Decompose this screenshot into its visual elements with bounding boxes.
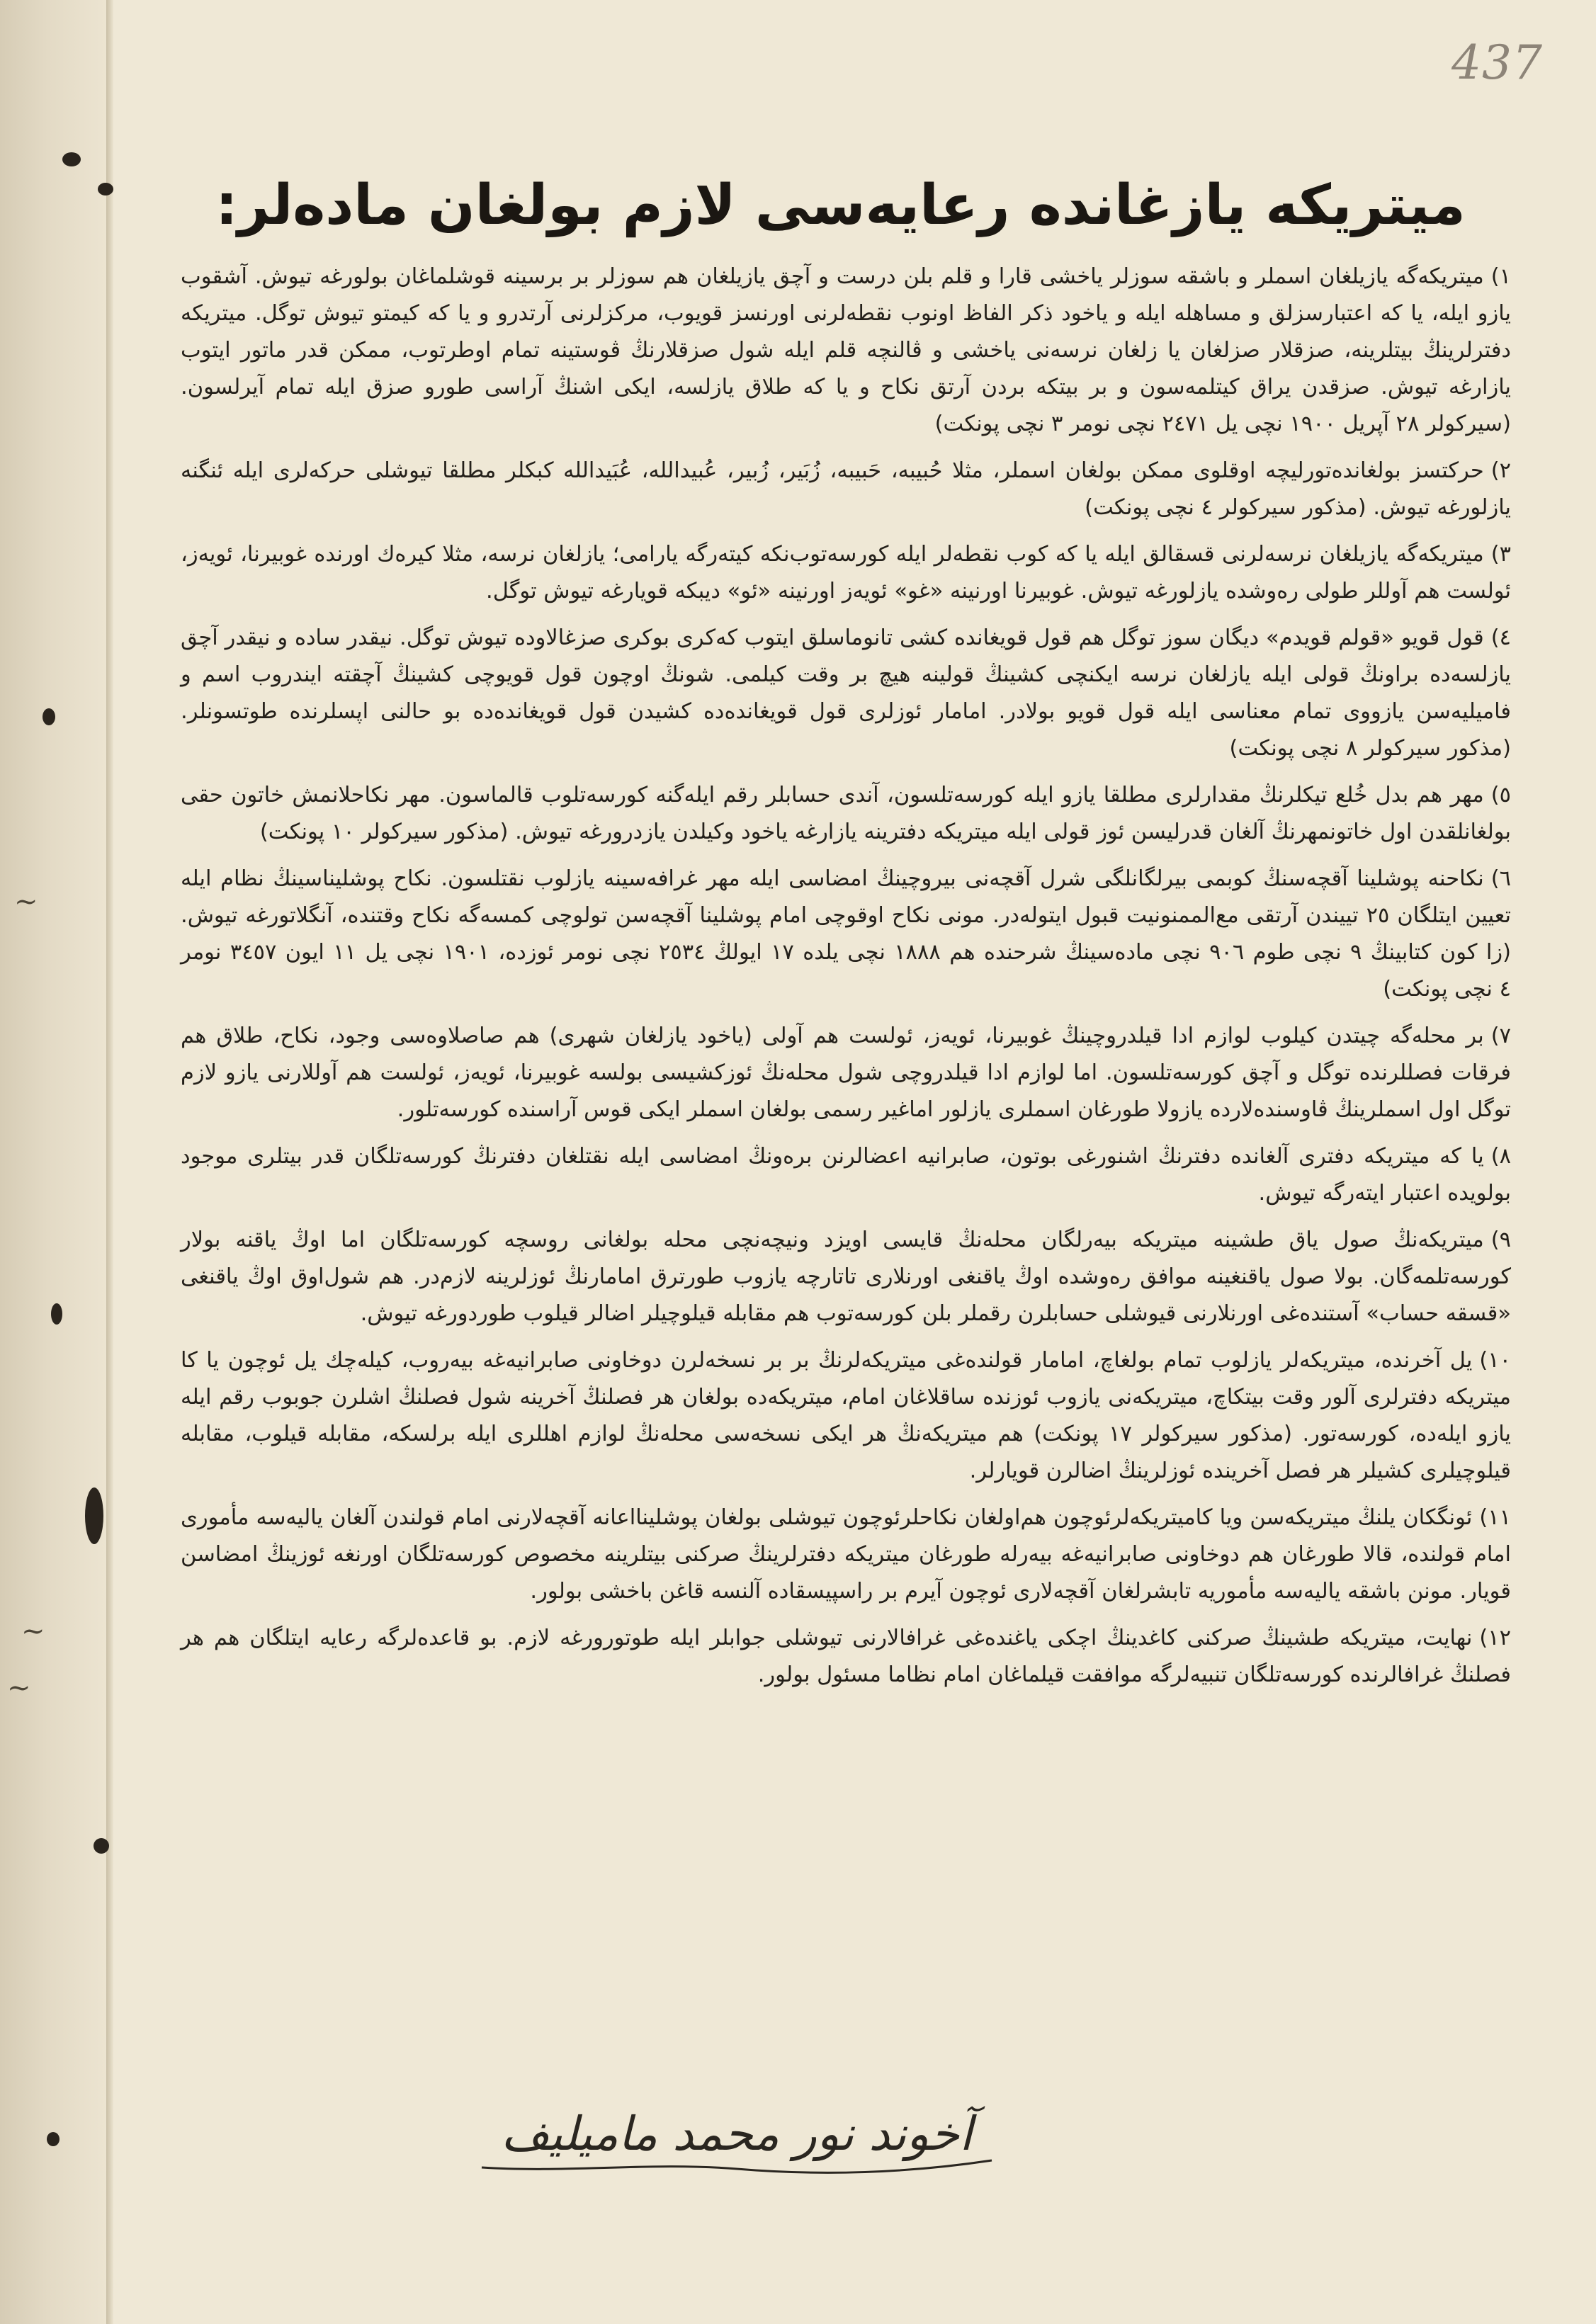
paragraph-citation: (مذکور سیرکولر ٨ نچی پونکت) — [1229, 736, 1511, 761]
paragraph-6 — [181, 861, 1511, 1008]
paragraph-citation: (سیرکولر ٢٨ آپریل ١٩٠٠ نچی یل ٢٤٧١ نچی نومر ٣ نچی پونکت) — [934, 412, 1511, 436]
paragraph-number: ٣) — [1490, 542, 1511, 567]
paragraph-citation: (مذکور سیرکولر ٤ نچی پونکت) — [1085, 495, 1366, 520]
binding-hole — [85, 1487, 103, 1544]
paragraph-2 — [181, 453, 1511, 526]
paragraph-number: ٦) — [1490, 866, 1511, 891]
paragraph-number: ١) — [1490, 264, 1511, 289]
binding-hole — [47, 2132, 60, 2146]
paragraph-11 — [181, 1500, 1511, 1610]
paragraph-text: ئونگکان یلنڭ میتریکه‌سن ویا کامیتریکه‌لرئوچون هم‌اولغان نکاحلرئوچون تیوشلی بولغان پوشلینااعانه آقچه‌لارنی امام قولندن آلغان یالیه‌سه مأموری امام قولنده، قالا طورغان هم دوخاونی صابرانیه‌غه بیه‌رله طورغان میتریکه دفترلرینڭ صرکنی بیتلرینه مخصوص کورسه‌تلگان اورنغه ئوزینڭ امضاسن قویار. مونن باشقه یالیه‌سه مأموریه تابشرلغان آقچه‌لاری ئوچون آیرم بر راسپیسقاده آلنسه قاغن باخشی بولور. — [181, 1505, 1511, 1604]
paragraph-text: میتریکه‌نڭ صول یاق طشینه میتریکه بیه‌رلگان محله‌نڭ قایسی اویزد ونیچه‌نچی محله بولغانی روسچه کورسه‌تلگان اما اوڭ یاقنه بولار کورسه‌تلمه‌گان. بولا صول یاقنغینه موافق رەوشده اوڭ یاقنغی اورنلاری تاتارچه یازوب طورترق امامارنڭ ئوزلرینه لازم‌در. هم شول‌اوق اوڭ یاقنغی «قسقه حساب» آستنده‌غی اورنلارنی قیوشلی حسابلرن رقملر بلن کورسه‌توب هم مقابله قیلوچیلر اضالر قیلوب طوردورغه تیوش. — [181, 1228, 1511, 1326]
paragraph-5 — [181, 777, 1511, 851]
paragraph-text: حرکتسز بولغانده‌تورلیچه اوقلوی ممکن بولغان اسملر، مثلا حُبیبه، حَبیبه، زُبَیر، زُبیر، عُبیدالله، عُبَیدالله کبکلر مطلقا تیوشلی حرکه‌لری ایله ئنگنه یازلورغه تیوش. — [181, 458, 1511, 520]
paragraph-text: نکاحنه پوشلینا آقچه‌سنڭ کوبمی بیرلگانلگی شرل آقچه‌نی بیروچینڭ امضاسی ایله مهر غرافه‌سینه یازلوب نقتلسون. نکاح پوشلیناسینڭ نظام ایله تعیین ایتلگان ٢٥ تییندن آرتقی مع‌الممنونیت قبول ایتوله‌در. مونی نکاح اوقوچی امام پوشلینا آقچه‌سن تولوچی کمسه‌گه نکاح وقتنده، آنگلاتورغه تیوش. (زا کون کتابینڭ ٩ نچی طوم ٩٠٦ نچی ماده‌سینڭ شرحنده هم ١٨٨٨ نچی یلده ١٧ ایولڭ ٢٥٣٤ نچی نومر ئوزده، ١٩٠١ نچی یل ١١ ایون ٣٤٥٧ نومر — [181, 866, 1511, 965]
paragraph-number: ٨) — [1490, 1144, 1511, 1169]
paragraph-citation: (مذکور سیرکولر ١٠ پونکت) — [259, 820, 509, 844]
paragraph-text: یل آخرنده، میتریکه‌لر یازلوب تمام بولغاچ، امامار قولنده‌غی میتریکه‌لرنڭ بر بر نسخه‌لرن دوخاونی صابرانیه‌غه بیه‌روب، کیله‌چك یل ئوچون یا کا میتریکه دفترلری آلور وقت بیتکاچ، میتریکه‌نی یازوب ئوزنده ساقلاغان امام، میتریکه‌ده بولغان هر فصلنڭ آخرینه شول فصلنڭ اشلرن جوبوب رقم ایله یازو ایله‌ده، کورسه‌تور. (مذکور سیرکولر ١٧ پونکت) هم میتریکه‌نڭ هر ایکی نسخه‌سی محله‌نڭ لوازم اهللری ایله برلسکه، مقابله قیلوب، مقابله قیلوچیلری کشیلر هر فصل آخرینده ئوزلرینڭ اضالرن قویارلر. — [181, 1348, 1511, 1483]
margin-pencil-mark: ~ — [21, 1615, 45, 1648]
margin-pencil-mark: ~ — [14, 885, 38, 918]
paragraph-text: یا که میتریکه دفتری آلغانده دفترنڭ اشنورغی بوتون، صابرانیه اعضالرنن برەونڭ امضاسی ایله نقتلغان دفترنڭ کورسه‌تلگان قدر بیتلری موجود بولویده اعتبار ایته‌رگه تیوش. — [181, 1144, 1511, 1206]
paragraph-number: ٩) — [1490, 1228, 1511, 1252]
paragraph-4 — [181, 620, 1511, 767]
paragraph-citation: ٤ نچی پونکت) — [1383, 977, 1511, 1002]
paragraph-text: قول قویو «قولم قویدم» دیگان سوز توگل هم قول قویغانده کشی تانوماسلق ایتوب که‌کری بوکری صزغالاوده تیوش توگل. نیقدر ساده و نیقدر آچق یازلسه‌ده براونڭ قولی ایله یازلغان نرسه ایکنچی کشینڭ قولینه هیچ بر وقت کیلمی. شونڭ اوچون قول قویوچی کشینڭ آچقته ایندروب اسم و فامیلیه‌سن یازووی تمام معناسی ایله قول قویو بولادر. امامار ئوزلری قول قویغانده‌ده کشیدن قول قویغانده‌ده بو حالنی اپسلرنده طوتسونلر. — [181, 625, 1511, 724]
document-title: میتریکه یازغانده رعایه‌سی لازم بولغان ماده‌لر: — [215, 174, 1466, 237]
paragraph-text: مهر هم بدل خُلع تیکلرنڭ مقدارلری مطلقا یازو ایله کورسه‌تلسون، آندی حسابلر رقم ایله‌گنه کورسه‌تلوب قالماسون. مهر نکاحلانمش خاتون حقی بولغانلقدن اول خاتونمهرنڭ آلغان قدرلیسن ئوز قولی ایله میتریکه دفترینه یازارغه یاخود وکیلدن یازدرورغه تیوش. — [181, 783, 1511, 844]
paragraph-text: نهایت، میتریکه طشینڭ صرکنی کاغدینڭ اچکی یاغنده‌غی غرافالارنی تیوشلی جوابلر ایله طوتورورغه لازم. بو قاعده‌لرگه رعایه ایتلگان هم هر فصلنڭ غرافالرنده کورسه‌تلگان تنبیه‌لرگه موافقت قیلماغان امام نظاما مسئول بولور. — [181, 1626, 1511, 1687]
paragraph-number: ١٠) — [1479, 1348, 1511, 1373]
signature — [468, 2102, 1006, 2180]
binding-hole — [62, 152, 81, 166]
binding-hole — [43, 708, 55, 725]
paragraph-10 — [181, 1342, 1511, 1490]
paragraph-12 — [181, 1620, 1511, 1694]
paragraph-text: بر محله‌گه چیتدن کیلوب لوازم ادا قیلدروچینڭ غوبیرنا، ئویەز، ئولست هم آولی (یاخود یازلغان شهری) هم صاصلاوه‌سی وجود، نکاح، طلاق هم فرقات فصللرنده توگل و آچق کورسه‌تلسون. اما لوازم ادا قیلدروچی شول محله‌نڭ ئوزکشیسی بولسه غوبیرنا، ئویەز، ئولست هم آوللارنی یازو لازم توگل اول اسملرینڭ ڨاوسنده‌لارده یازولا طورغان اسملری یازلور اماغیر رسمی بولغان اسملر ایکی قوس آراسنده کورسه‌تلور. — [181, 1024, 1511, 1122]
paragraph-3 — [181, 536, 1511, 610]
page-fold — [106, 0, 113, 2324]
binding-hole — [51, 1303, 62, 1325]
paragraph-number: ٢) — [1490, 458, 1511, 483]
paragraph-text: میتریکه‌گه یازیلغان نرسه‌لرنی قسقالق ایله یا که کوب نقطه‌لر ایله کورسه‌توب‌نکه کیته‌رگه یارامی؛ یازلغان نرسه، مثلا کیرەك اورنده غوبیرنا، ئویەز، ئولست هم آوللر طولی رەوشده یازلورغه تیوش. غوبیرنا اورنینه «غو» ئویەز اورنینه «ئو» دیبکه قویارغه تیوش توگل. — [181, 542, 1511, 603]
paragraph-number: ١٢) — [1479, 1626, 1511, 1650]
paragraph-text: میتریکه‌گه یازیلغان اسملر و باشقه سوزلر یاخشی قارا و قلم بلن درست و آچق یازیلغان هم سوزلر بر برسینه قوشلماغان بولورغه تیوش. آشقوب یازو ایله، یا که اعتبارسزلق و مساهله ایله و یاخود ذکر الفاظ اونوب نقطه‌لرنی اورنسز قویوب، مرکزلرنی آرتدرو و یا که کیمتو تیوش توگل. میتریکه دفترلرینڭ بیتلرینه، صزقلار صزلغان یا زلغان نرسه‌نی یاخشی و ڨالنچه قلم ایله شول صزقلارنڭ ڨوستینه تمام اوطرتوب، ممکن قدر ماتور ایتوب یازارغه تیوش. صزقدن یراق کیتلمه‌سون و بر بیتکه بردن آرتق نکاح و یا که طلاق یازلسه، ایکی اشنڭ آراسی طورو صزق ایله تمام آیرلسون. — [181, 264, 1511, 399]
binding-hole — [94, 1838, 109, 1854]
paragraph-1 — [181, 259, 1511, 443]
paragraph-number: ٥) — [1490, 783, 1511, 807]
binding-hole — [98, 183, 113, 195]
paragraph-number: ٤) — [1490, 625, 1511, 650]
paragraph-number: ٧) — [1490, 1024, 1511, 1048]
margin-pencil-mark: ~ — [7, 1672, 31, 1704]
signature-flourish — [468, 2102, 1006, 2180]
paragraph-number: ١١) — [1479, 1505, 1511, 1530]
page-number: 437 — [1451, 35, 1543, 90]
signature-text: آخوند نور محمد مامیلیف — [501, 2107, 973, 2161]
paragraph-9 — [181, 1222, 1511, 1332]
paragraph-7 — [181, 1018, 1511, 1128]
document-body — [181, 259, 1511, 1704]
binding-strip — [0, 0, 107, 2324]
paragraph-8 — [181, 1138, 1511, 1212]
